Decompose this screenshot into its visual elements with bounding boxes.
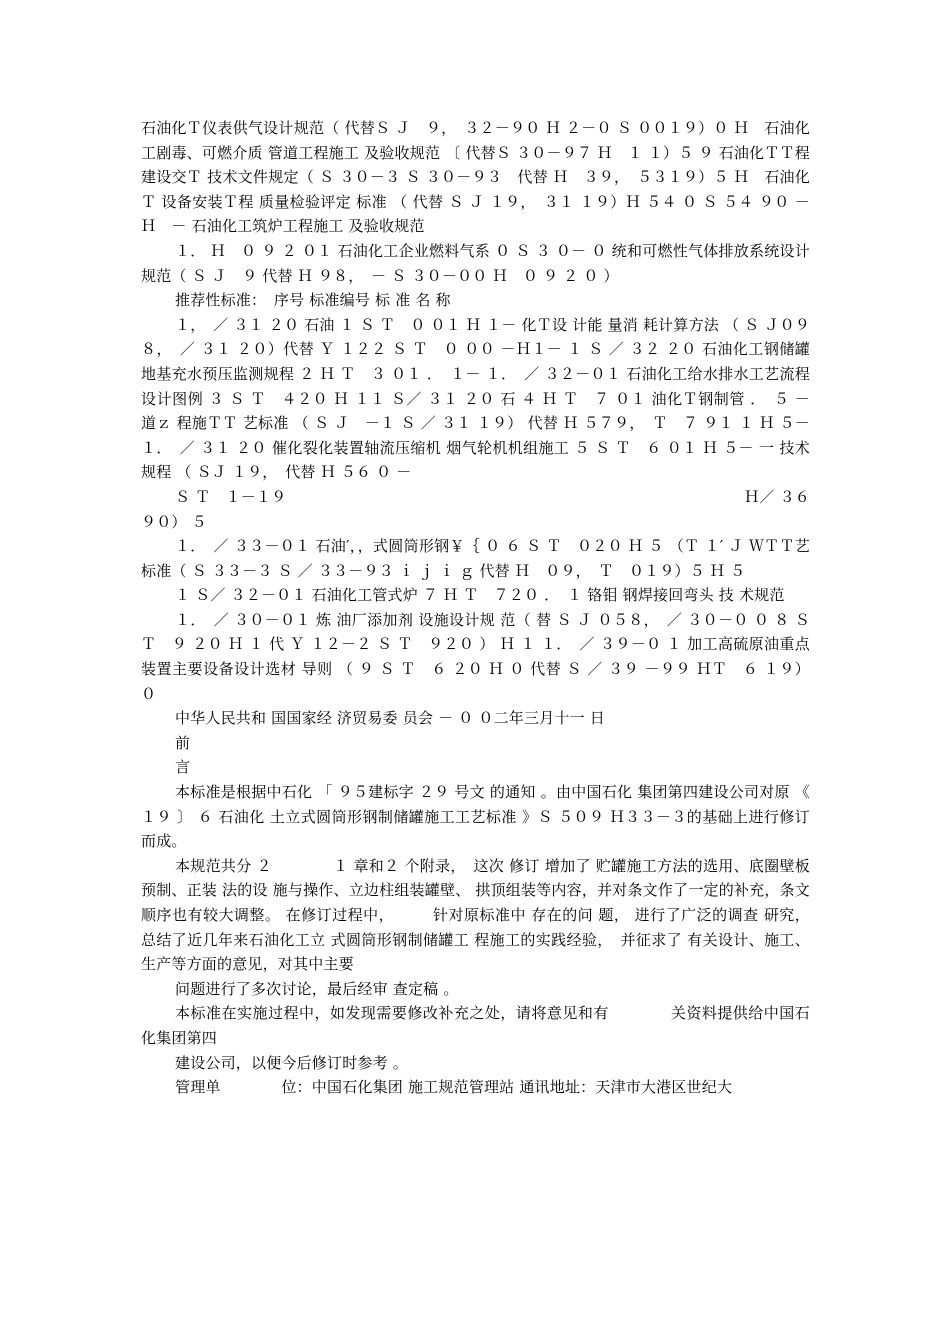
paragraph-standards-list-1: 石油化Ｔ仪表供气设计规范（ 代替Ｓ Ｊ ９， ３２－９０ Ｈ ２－０ Ｓ ００１９）０ Ｈ 石油化工剧毒、可燃介质 管道工程施工 及验收规范 〔 代替Ｓ ３０－９７ Ｈ １ １）５ ９ 石油化ＴＴ程建设交Ｔ 技术文件规定（ Ｓ ３０－３ Ｓ ３０－９３ 代替 Ｈ ３９， ５３１９）５ Ｈ 石油化Ｔ 设备安装Ｔ程 质量检验评定 标准 （ 代替 Ｓ Ｊ １９， ３１ １９）Ｈ ５４ ０ Ｓ ５４ ９０ － Ｈ － 石油化工筑炉工程施工 及验收规范 — [141, 119, 815, 236]
heading-foreword-part1: 前 — [175, 733, 191, 752]
paragraph-standards-item-refinery: １． ／ ３０－０１ 炼 油厂添加剂 设施设计规 范（ 替 Ｓ Ｊ ０５８， ／ ３０－０ ０ ８ Ｓ Ｔ ９ ２０ Ｈ １ 代 Ｙ １２－２ Ｓ Ｔ ９２０ ） Ｈ １ １． ／ ３９－０ １ 加工高硫原油重点装置主要设备设计选材 导则 （ ９ Ｓ Ｔ ６ ２０ Ｈ ０ 代替 Ｓ ／ ３９ －９９ ＨＴ ６ １９） ０ — [141, 610, 815, 703]
paragraph-spread-line — [141, 485, 810, 510]
document-body — [141, 116, 856, 1100]
paragraph-recommended-list: １， ／ ３１ ２０ 石油 １ Ｓ Ｔ ０ ０１ Ｈ １－ 化Ｔ设 计能 量消 耗计算方法 （ Ｓ Ｊ０９８， ／ ３１ ２０）代替 Ｙ １２２ Ｓ Ｔ ０ ００ －Ｈ１－ １ Ｓ ／ ３２ ２０ 石油化工钢储罐地基充水预压监测规程 ２ Ｈ Ｔ ３ ０１ ． １－ １． ／ ３２－０１ 石油化工给水排水工艺流程设计图例 ３ Ｓ Ｔ ４２０ Ｈ １１ Ｓ／ ３１ ２０ 石 ４ Ｈ Ｔ ７ ０１ 油化Ｔ钢制管 ． ５ － 道ｚ 程施ＴＴ 艺标准 （ Ｓ Ｊ －１ Ｓ ／ ３１ １９） 代替 Ｈ ５７９， Ｔ ７ ９１ １ Ｈ ５－ １． ／ ３１ ２０ 催化裂化装置轴流压缩机 烟气轮机机组施工 ５ Ｓ Ｔ ６ ０１ Ｈ ５－ 一 技术规程 （ ＳＪ １９， 代替 Ｈ ５６ ０ － — [141, 315, 815, 482]
paragraph-continuation: ９０） ５ — [141, 512, 207, 531]
paragraph-issuer: 中华人民共和 国国家经 济贸易委 员会 － ０ ０二年三月十一 日 — [175, 709, 605, 728]
spread-line-right: Ｈ／ ３６ — [744, 487, 810, 506]
spread-line-left: Ｓ Ｔ １－１９ — [175, 487, 287, 506]
paragraph-foreword-review: 问题进行了多次讨论，最后经审 查定稿 。 — [175, 979, 459, 998]
paragraph-foreword-basis: 本标准是根据中石化 「 ９５建标字 ２９ 号文 的通知 。由中国石化 集团第四建设公司对原 《 １９ 〕 ６ 石油化 土立式圆筒形钢制储罐施工工艺标准 》Ｓ ５０９ Ｈ３３－３的基础上进行修订而成。 — [141, 783, 856, 851]
paragraph-standards-item-fuel-gas: １． Ｈ ０ ９ ２ ０１ 石油化工企业燃料气系 ０ Ｓ ３ ０－ ０ 统和可燃性气体排放系统设计规范（ Ｓ Ｊ ９ 代替 Ｈ ９８， － Ｓ ３０－００ Ｈ ０ ９ ２ ０ ） — [141, 241, 810, 285]
paragraph-management-unit: 管理单 位：中国石化集团 施工规范管理站 通讯地址：天津市大港区世纪大 — [175, 1078, 733, 1097]
paragraph-foreword-feedback: 本标准在实施过程中，如发现需要修改补充之处，请将意见和有 关资料提供给中国石化集团第四 — [141, 1004, 810, 1047]
paragraph-standards-item-tank: １． ／ ３３－０１ 石油′，，式圆筒形钢￥｛ ０ ６ Ｓ Ｔ ０２０ Ｈ ５ （Ｔ １′ Ｊ ＷＴＴ艺标准（ Ｓ ３３－３ Ｓ ／ ３３－９３ ｉ ｊ ｉ ｇ 代替 Ｈ ０９， Ｔ ０１９）５ Ｈ ５ — [141, 537, 810, 580]
heading-foreword-part2: 言 — [175, 758, 191, 777]
paragraph-foreword-scope: 本规范共分 ２ １ 章和２ 个附录， 这次 修订 增加了 贮罐施工方法的选用、底圈壁板预制、正装 法的设 施与操作、立边柱组装罐壁、 拱顶组装等内容，并对条文作了一定的补充，条文顺序也有较大调整。 在修订过程中， 针对原标准中 存在的问 题， 进行了广泛的调查 研究，总结了近几年来石油化工立 式圆筒形钢制储罐工 程施工的实践经验， 并征求了 有关设计、施工、生产等方面的意见，对其中主要 — [141, 856, 810, 974]
paragraph-recommended-header: 推荐性标准： 序号 标准编号 标 准 名 称 — [175, 291, 451, 310]
paragraph-foreword-company: 建设公司，以便今后修订时参考 。 — [175, 1053, 408, 1072]
paragraph-standards-item-furnace: １ Ｓ／ ３２－０１ 石油化工管式炉 ７ Ｈ Ｔ ７２０ ． １ 铬钼 钢焊接回弯头 技 术规范 — [175, 586, 785, 605]
